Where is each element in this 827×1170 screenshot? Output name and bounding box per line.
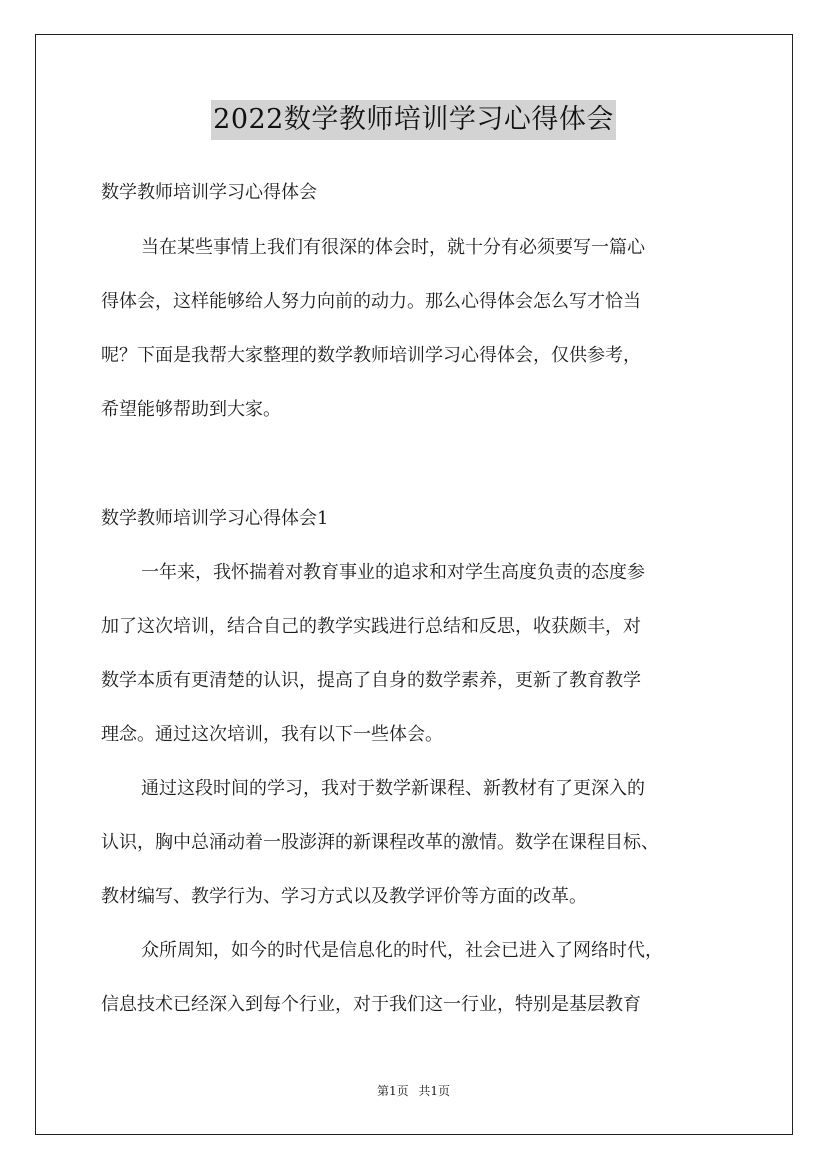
paragraph-line: 信息技术已经深入到每个行业，对于我们这一行业，特别是基层教育 — [101, 994, 641, 1015]
paragraph-line: 理念。通过这次培训，我有以下一些体会。 — [101, 724, 443, 745]
title-container — [0, 100, 827, 140]
paragraph-line: 加了这次培训，结合自己的教学实践进行总结和反思，收获颇丰，对 — [101, 616, 641, 637]
paragraph-line: 教材编写、教学行为、学习方式以及教学评价等方面的改革。 — [101, 886, 587, 907]
paragraph-line: 通过这段时间的学习，我对于数学新课程、新教材有了更深入的 — [141, 778, 645, 799]
document-title: 2022数学教师培训学习心得体会 — [211, 100, 616, 140]
page-total: 共1页 — [418, 1084, 451, 1098]
subtitle: 数学教师培训学习心得体会 — [101, 182, 317, 203]
section-heading: 数学教师培训学习心得体会1 — [101, 508, 329, 529]
intro-line: 呢？下面是我帮大家整理的数学教师培训学习心得体会，仅供参考， — [101, 345, 641, 366]
paragraph-line: 数学本质有更清楚的认识，提高了自身的数学素养，更新了教育教学 — [101, 670, 641, 691]
intro-line: 希望能够帮助到大家。 — [101, 399, 281, 420]
paragraph-line: 认识，胸中总涌动着一股澎湃的新课程改革的激情。数学在课程目标、 — [101, 832, 659, 853]
page-footer — [0, 1083, 827, 1099]
intro-line: 当在某些事情上我们有很深的体会时，就十分有必须要写一篇心 — [141, 237, 645, 258]
page-number: 第1页 — [376, 1084, 409, 1098]
paragraph-line: 一年来，我怀揣着对教育事业的追求和对学生高度负责的态度参 — [141, 562, 645, 583]
intro-line: 得体会，这样能够给人努力向前的动力。那么心得体会怎么写才恰当 — [101, 291, 641, 312]
paragraph-line: 众所周知，如今的时代是信息化的时代，社会已进入了网络时代， — [141, 940, 663, 961]
